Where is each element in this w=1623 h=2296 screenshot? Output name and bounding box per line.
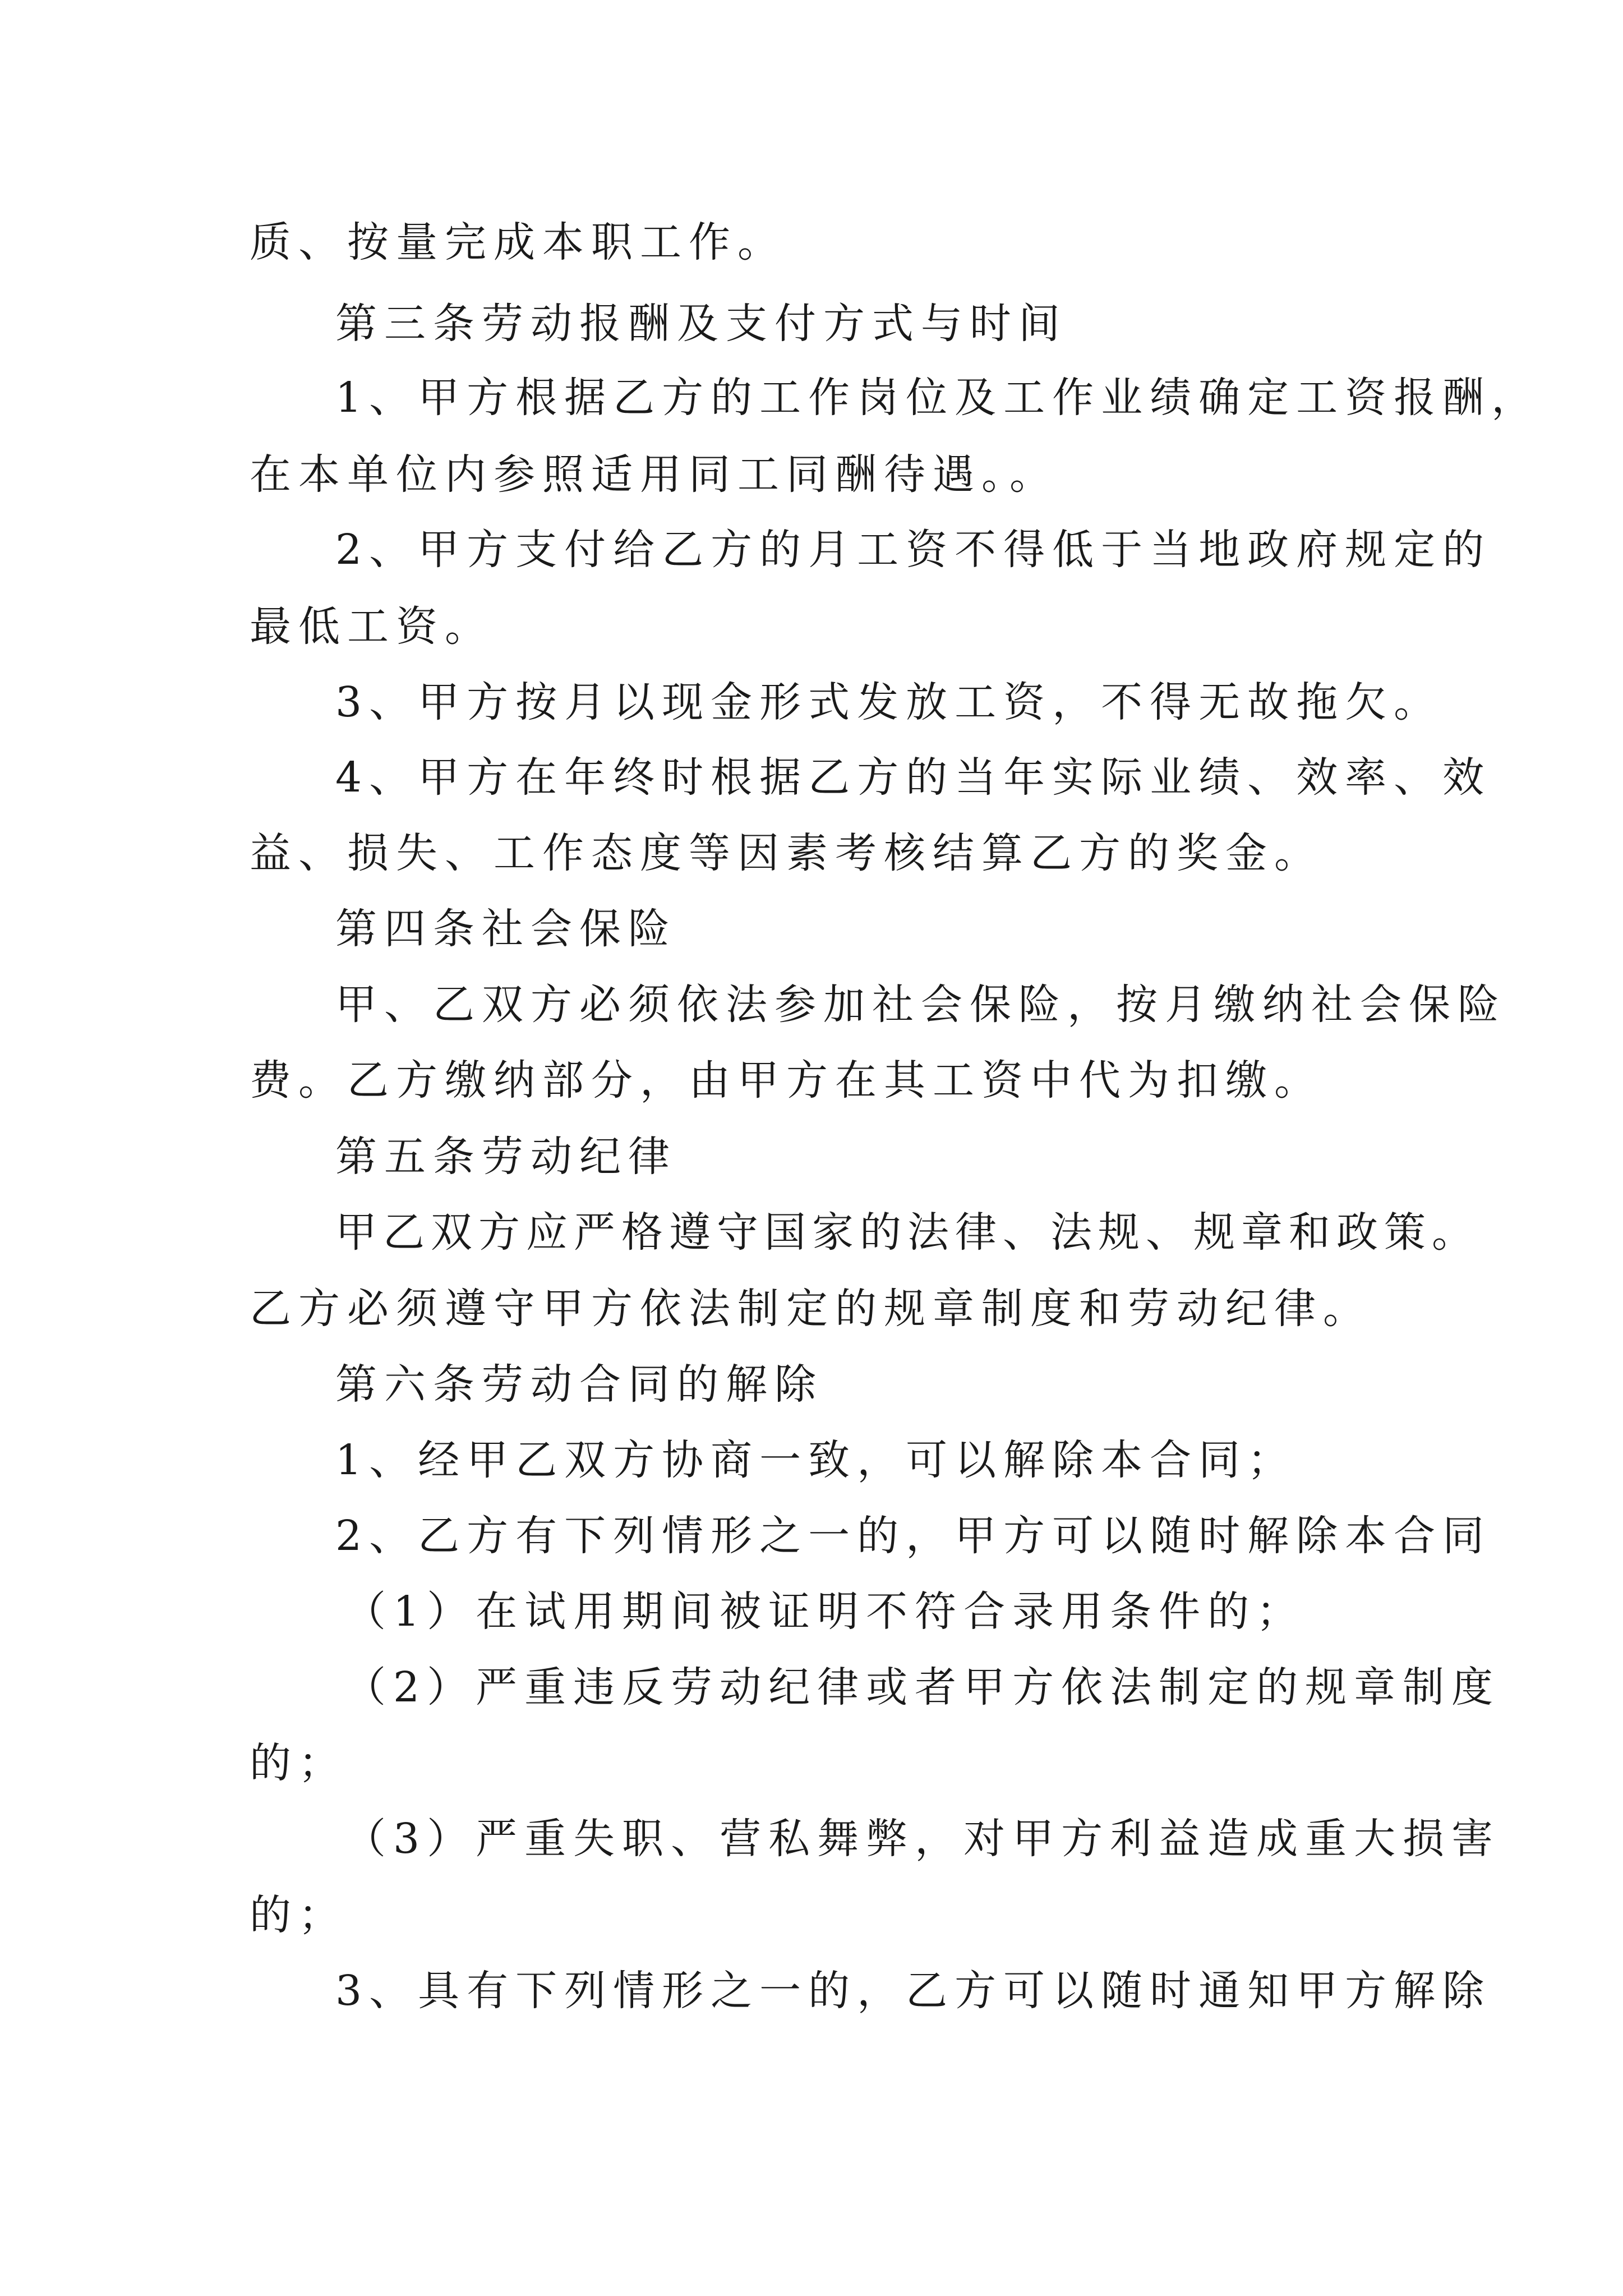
text-line: （1）在试用期间被证明不符合录用条件的； — [344, 1588, 1306, 1636]
text-line: 费。乙方缴纳部分，由甲方在其工资中代为扣缴。 — [250, 1056, 1323, 1105]
text-line: 4、甲方在年终时根据乙方的当年实际业绩、效率、效 — [335, 753, 1492, 802]
text-line: 2、乙方有下列情形之一的，甲方可以随时解除本合同 — [335, 1512, 1492, 1560]
text-line: 最低工资。 — [250, 602, 494, 651]
section-heading-article-4: 第四条社会保险 — [335, 905, 677, 953]
section-heading-article-6: 第六条劳动合同的解除 — [335, 1360, 823, 1409]
text-line: 甲、乙双方必须依法参加社会保险，按月缴纳社会保险 — [335, 981, 1506, 1029]
text-line: （3）严重失职、营私舞弊，对甲方利益造成重大损害 — [344, 1815, 1501, 1863]
text-line: 甲乙双方应严格遵守国家的法律、法规、规章和政策。 — [335, 1208, 1479, 1257]
text-line: 2、甲方支付给乙方的月工资不得低于当地政府规定的 — [335, 526, 1492, 574]
text-line: 3、具有下列情形之一的，乙方可以随时通知甲方解除 — [335, 1967, 1492, 2015]
text-line: 乙方必须遵守甲方依法制定的规章制度和劳动纪律。 — [250, 1285, 1372, 1333]
text-line: 1、经甲乙双方协商一致，可以解除本合同； — [335, 1436, 1297, 1484]
text-line: 1、甲方根据乙方的工作岗位及工作业绩确定工资报酬， — [335, 374, 1541, 422]
text-line: 的； — [250, 1891, 347, 1939]
text-line: 质、按量完成本职工作。 — [250, 218, 786, 266]
text-line: 3、甲方按月以现金形式发放工资，不得无故拖欠。 — [335, 678, 1443, 726]
text-line: 在本单位内参照适用同工同酬待遇。。 — [250, 450, 1058, 499]
text-line: 的； — [250, 1739, 347, 1787]
text-line: （2）严重违反劳动纪律或者甲方依法制定的规章制度 — [344, 1663, 1501, 1711]
text-line: 益、损失、工作态度等因素考核结算乙方的奖金。 — [250, 829, 1323, 877]
section-heading-article-5: 第五条劳动纪律 — [335, 1133, 677, 1181]
section-heading-article-3: 第三条劳动报酬及支付方式与时间 — [335, 300, 1067, 348]
